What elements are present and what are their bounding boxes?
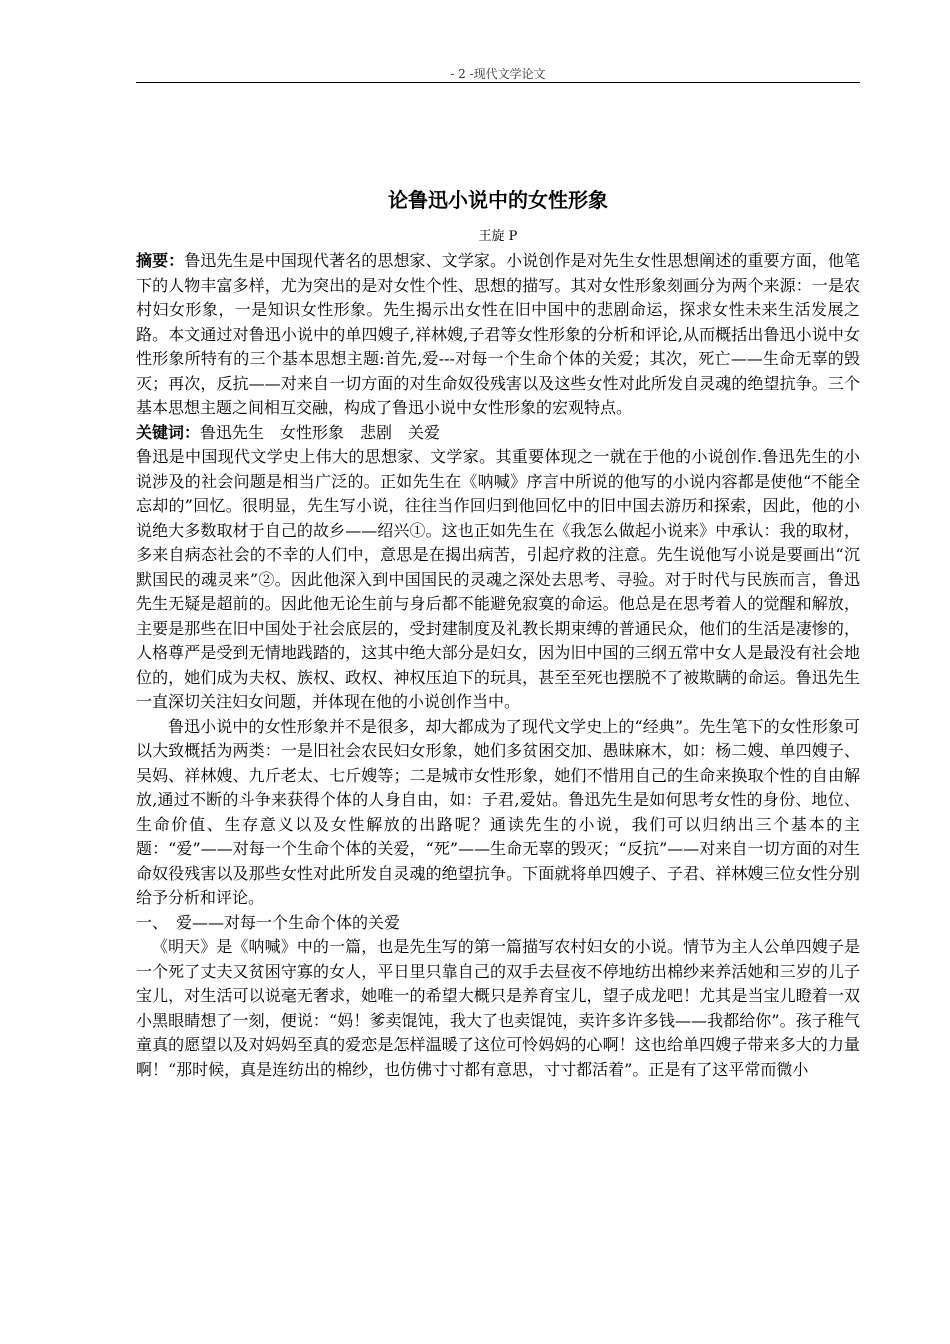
abstract-text: 鲁迅先生是中国现代著名的思想家、文学家。小说创作是对先生女性思想阐述的重要方面，他笔下的人物丰富多样，尤为突出的是对女性个性、思想的描写。其对女性形象刻画分为两个来源：一是农村妇女形象，一是知识女性形象。先生揭示出女性在旧中国中的悲剧命运，探求女性未来生活发展之路。本文通过对鲁迅小说中的单四嫂子,祥林嫂,子君等女性形象的分析和评论,从而概括出鲁迅小说中女性形象所特有的三个基本思想主题:首先,爱---对每一个生命个体的关爱；其次，死亡——生命无辜的毁灭；再次，反抗——对来自一切方面的对生命奴役残害以及这些女性对此所发自灵魂的绝望抗争。三个基本思想主题之间相互交融，构成了鲁迅小说中女性形象的宏观特点。 [136,251,860,417]
abstract [136,249,860,421]
running-header: - 2 -现代文学论文 [450,67,546,81]
paragraph-intro: 鲁迅是中国现代文学史上伟大的思想家、文学家。其重要体现之一就在于他的小说创作.鲁迅先生的小说涉及的社会问题是相当广泛的。正如先生在《呐喊》序言中所说的他写的小说内容都是使他“不能全忘却的”回忆。很明显，先生写小说，往往当作回归到他回忆中的旧中国去游历和探索，因此，他的小说绝大多数取材于自己的故乡——绍兴①。这也正如先生在《我怎么做起小说来》中承认：我的取材，多来自病态社会的不幸的人们中，意思是在揭出病苦，引起疗救的注意。先生说他写小说是要画出“沉默国民的魂灵来”②。因此他深入到中国国民的灵魂之深处去思考、寻验。对于时代与民族而言，鲁迅先生无疑是超前的。因此他无论生前与身后都不能避免寂寞的命运。他总是在思考着人的觉醒和解放，主要是那些在旧中国处于社会底层的，受封建制度及礼教长期束缚的普通民众，他们的生活是凄惨的，人格尊严是受到无情地践踏的，这其中绝大部分是妇女，因为旧中国的三纲五常中女人是最没有社会地位的，她们成为夫权、族权、政权、神权压迫下的玩具，甚至至死也摆脱不了被欺瞒的命运。鲁迅先生一直深切关注妇女问题，并体现在他的小说创作当中。 [136,447,860,711]
abstract-label: 摘要： [136,251,185,270]
header-rule [136,82,860,83]
keywords-text: 鲁迅先生 女性形象 悲剧 关爱 [200,422,441,442]
author-name: 王旋 P [478,229,518,244]
paragraph-female-images: 鲁迅小说中的女性形象并不是很多，却大都成为了现代文学史上的“经典”。先生笔下的女性形象可以大致概括为两类：一是旧社会农民妇女形象，她们多贫困交加、愚昧麻木，如：杨二嫂、单四嫂子、吴妈、祥林嫂、九斤老太、七斤嫂等；二是城市女性形象，她们不惜用自己的生命来换取个性的自由解放,通过不断的斗争来获得个体的人身自由，如：子君,爱姑。鲁迅先生是如何思考女性的身份、地位、生命价值、生存意义以及女性解放的出路呢？通读先生的小说，我们可以归纳出三个基本的主题：“爱”——对每一个生命个体的关爱，“死”——生命无辜的毁灭；“反抗”——对来自一切方面的对生命奴役残害以及那些女性对此所发自灵魂的绝望抗争。下面就将单四嫂子、子君、祥林嫂三位女性分别给予分析和评论。 [136,716,860,907]
keywords [136,421,860,446]
paper-title: 论鲁迅小说中的女性形象 [388,188,608,212]
keywords-label: 关键词： [136,422,201,442]
paper-body [136,249,860,1082]
paragraph-mingtian: 《明天》是《呐喊》中的一篇，也是先生写的第一篇描写农村妇女的小说。情节为主人公单四嫂子是一个死了丈夫又贫困守寡的女人，平日里只靠自己的双手去昼夜不停地纺出棉纱来养活她和三岁的儿子宝儿，对生活可以说毫无奢求，她唯一的希望大概只是养育宝儿，望子成龙吧！尤其是当宝儿瞪着一双小黑眼睛想了一刻，便说：“妈！爹卖馄饨，我大了也卖馄饨，卖许多许多钱——我都给你”。孩子稚气童真的愿望以及对妈妈至真的爱恋是怎样温暖了这位可怜妈妈的心啊！这也给单四嫂子带来多大的力量啊！“那时候，真是连纺出的棉纱，也仿佛寸寸都有意思，寸寸都活着”。正是有了这平常而微小 [136,937,860,1079]
section-heading-love: 一、 爱——对每一个生命个体的关爱 [136,912,401,932]
